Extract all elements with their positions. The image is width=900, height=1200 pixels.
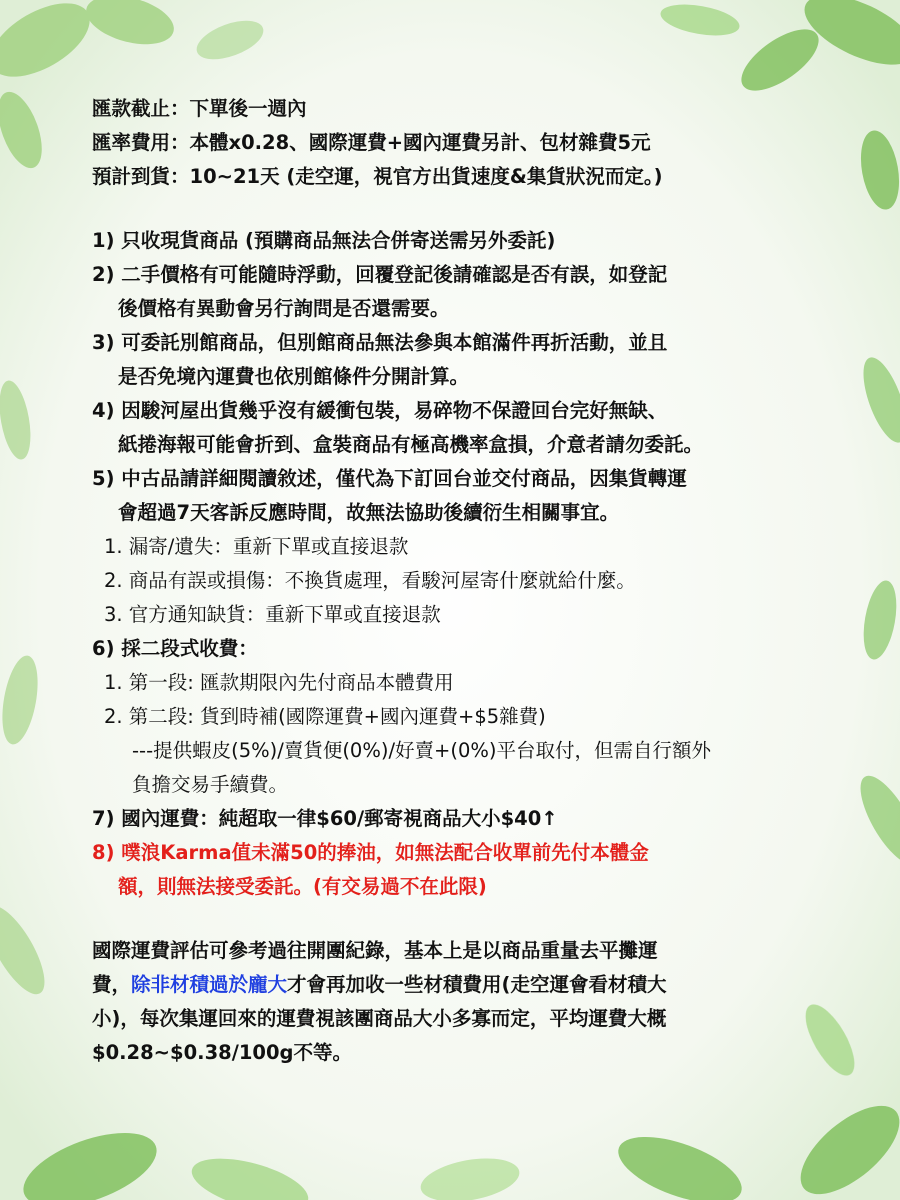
rule-6-note-line-2: 負擔交易手續費。 <box>132 773 289 796</box>
document-body <box>92 92 852 1070</box>
remit-deadline: 匯款截止：下單後一週內 <box>92 97 307 120</box>
rule-5-item: 3. 官方通知缺貨：重新下單或直接退款 <box>104 603 441 626</box>
rule-5-item: 2. 商品有誤或損傷：不換貨處理，看駿河屋寄什麼就給什麼。 <box>104 569 636 592</box>
shipping-note-line-4: $0.28~$0.38/100g不等。 <box>92 1041 352 1064</box>
rule-5-item: 1. 漏寄/遺失：重新下單或直接退款 <box>104 535 409 558</box>
rule-8-line-1: 8) 噗浪Karma值未滿50的捧油，如無法配合收單前先付本體金 <box>92 841 649 864</box>
rule-6: 6) 採二段式收費： <box>92 637 258 660</box>
shipping-note-line-2 <box>92 968 852 1002</box>
shipping-note-post: 才會再加收一些材積費用(走空運會看材積大 <box>287 973 667 996</box>
rule-8-line-2: 額，則無法接受委託。(有交易過不在此限) <box>118 875 487 898</box>
rule-4-line-2: 紙捲海報可能會折到、盒裝商品有極高機率盒損，介意者請勿委託。 <box>118 433 704 456</box>
rule-7: 7) 國內運費：純超取一律$60/郵寄視商品大小$40↑ <box>92 807 558 830</box>
rule-6-item: 2. 第二段: 貨到時補(國際運費+國內運費+$5雜費) <box>104 705 546 728</box>
shipping-note-pre: 費， <box>92 973 132 996</box>
rule-3-line-2: 是否免境內運費也依別館條件分開計算。 <box>118 365 470 388</box>
rule-2-line-1: 2) 二手價格有可能隨時浮動，回覆登記後請確認是否有誤，如登記 <box>92 263 668 286</box>
shipping-note-highlight: 除非材積過於龐大 <box>131 973 288 996</box>
shipping-note-line-3: 小)，每次集運回來的運費視該團商品大小多寡而定，平均運費大概 <box>92 1007 667 1030</box>
rule-2-line-2: 後價格有異動會另行詢問是否還需要。 <box>118 297 450 320</box>
rule-5-line-2: 會超過7天客訴反應時間，故無法協助後續衍生相關事宜。 <box>118 501 620 524</box>
shipping-note-line-1: 國際運費評估可參考過往開團紀錄，基本上是以商品重量去平攤運 <box>92 939 658 962</box>
rule-1: 1) 只收現貨商品 (預購商品無法合併寄送需另外委託) <box>92 229 556 252</box>
exchange-fee: 匯率費用：本體x0.28、國際運費+國內運費另計、包材雜費5元 <box>92 131 651 154</box>
rule-3-line-1: 3) 可委託別館商品，但別館商品無法參與本館滿件再折活動，並且 <box>92 331 668 354</box>
estimated-arrival: 預計到貨：10~21天 (走空運，視官方出貨速度&集貨狀況而定。) <box>92 165 663 188</box>
rule-5-line-1: 5) 中古品請詳細閱讀敘述，僅代為下訂回台並交付商品，因集貨轉運 <box>92 467 687 490</box>
rule-6-note-line-1: ---提供蝦皮(5%)/賣貨便(0%)/好賣+(0%)平台取付，但需自行額外 <box>132 739 712 762</box>
rule-4-line-1: 4) 因駿河屋出貨幾乎沒有緩衝包裝，易碎物不保證回台完好無缺、 <box>92 399 668 422</box>
rule-6-item: 1. 第一段: 匯款期限內先付商品本體費用 <box>104 671 454 694</box>
